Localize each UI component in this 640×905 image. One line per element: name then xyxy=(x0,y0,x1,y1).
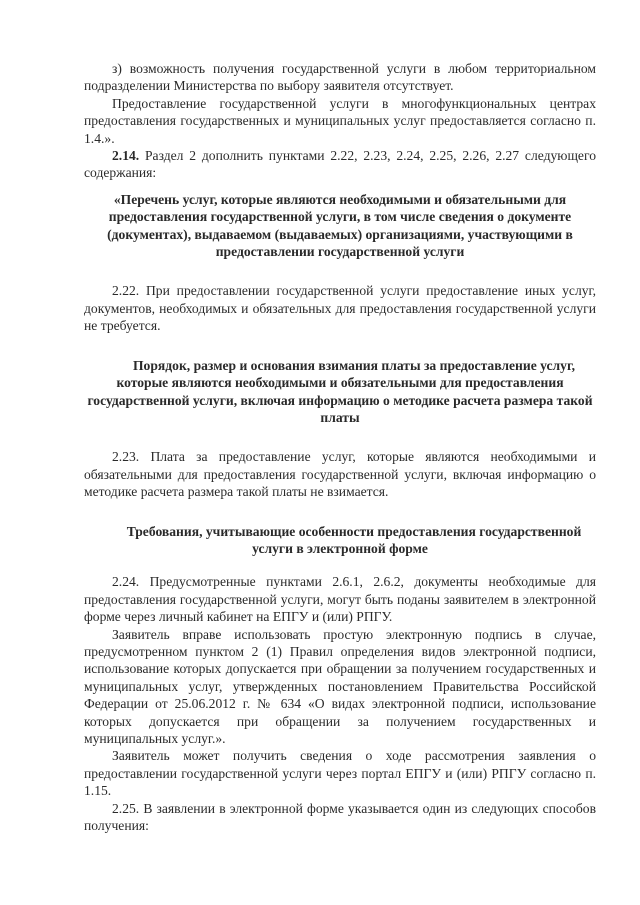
section-heading-fees: Порядок, размер и основания взимания платы за предоставление услуг, которые являются необходимыми и обязательными для предоставления государственной услуги, включая информацию о методике расчета размера такой платы xyxy=(87,357,593,425)
paragraph-2-22: 2.22. При предоставлении государственной услуги предоставление иных услуг, документов, необходимых и обязательных для предоставления государственной услуги не требуется. xyxy=(84,283,596,334)
paragraph-2-14-text: Раздел 2 дополнить пунктами 2.22, 2.23, 2.24, 2.25, 2.26, 2.27 следующего содержания: xyxy=(84,148,596,181)
section-heading-services-list: «Перечень услуг, которые являются необходимыми и обязательными для предоставления государственной услуги, в том числе сведения о документе (документах), выдаваемом (выдаваемых) организациями, участвующими в предоставлении государственной услуги xyxy=(107,191,573,260)
paragraph-mfc: Предоставление государственной услуги в многофункциональных центрах предоставления государственных и муниципальных услуг предоставляется согласно п. 1.4.». xyxy=(84,95,596,146)
paragraph-2-24: 2.24. Предусмотренные пунктами 2.6.1, 2.6.2, документы необходимые для предоставления государственной услуги, могут быть поданы заявителем в электронной форме через личный кабинет на ЕПГУ и (или) РПГУ. xyxy=(84,574,596,625)
paragraph-z: з) возможность получения государственной услуги в любом территориальном подразделении Министерства по выбору заявителя отсутствует. xyxy=(84,61,596,94)
paragraph-2-14-number: 2.14. xyxy=(112,148,140,164)
paragraph-2-25: 2.25. В заявлении в электронной форме указывается один из следующих способов получения: xyxy=(84,800,596,834)
section-heading-electronic-form: Требования, учитывающие особенности предоставления государственной услуги в электронной форме xyxy=(126,523,582,556)
paragraph-electronic-signature: Заявитель вправе использовать простую электронную подпись в случае, предусмотренном пунктом 2 (1) Правил определения видов электронной подписи, использование которых допускается при обращении за получением государственных и муниципальных услуг, утвержденных постановлением Правительства Российской Федерации от 25.06.2012 г. № 634 «О видах электронной подписи, использование которых допускается при обращении за получением государственных и муниципальных услуг.». xyxy=(84,626,596,746)
paragraph-2-14 xyxy=(84,147,596,182)
paragraph-2-23: 2.23. Плата за предоставление услуг, которые являются необходимыми и обязательными для предоставления государственной услуги, включая информацию о методике расчета размера такой платы не взимается. xyxy=(84,449,596,500)
paragraph-status-info: Заявитель может получить сведения о ходе рассмотрения заявления о предоставлении государственной услуги через портал ЕПГУ и (или) РПГУ согласно п. 1.15. xyxy=(84,748,596,799)
